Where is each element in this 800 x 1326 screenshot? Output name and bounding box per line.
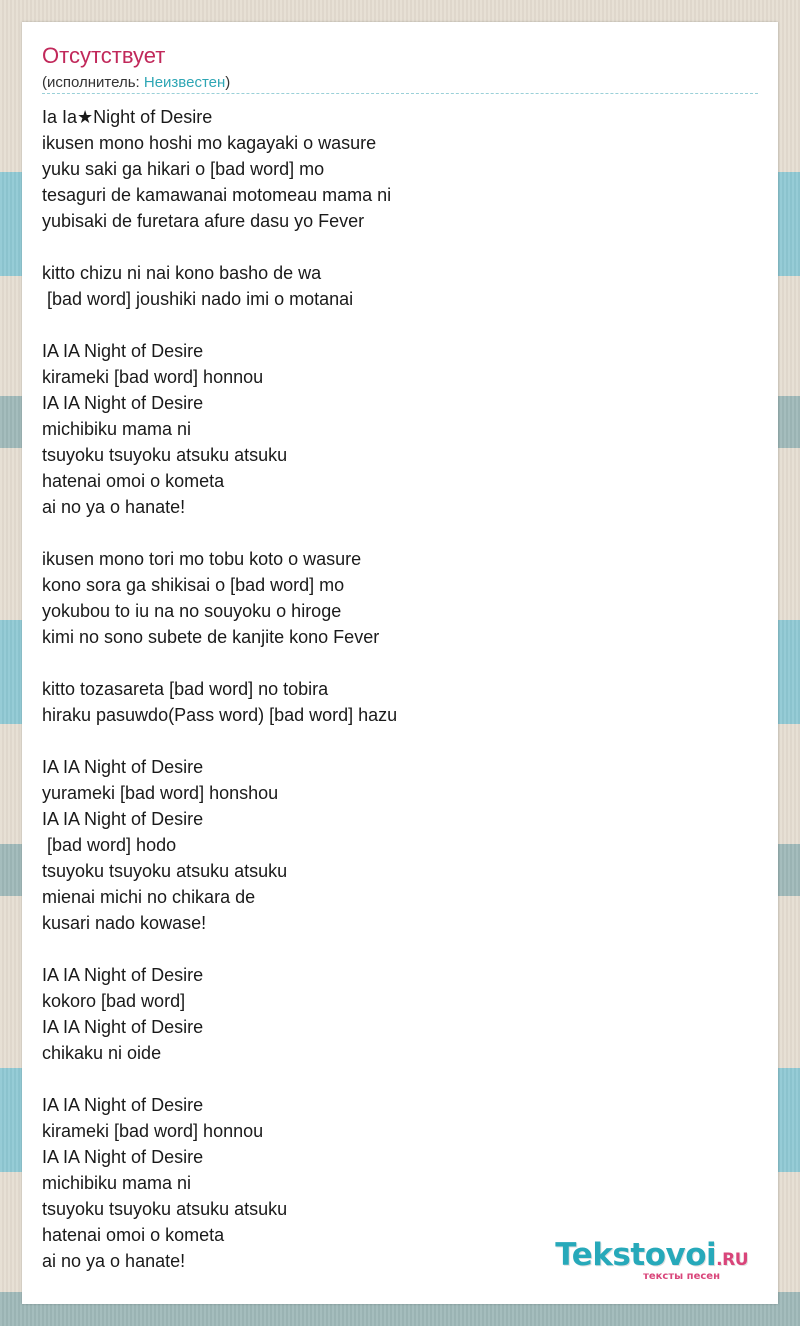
lyric-line: hiraku pasuwdo(Pass word) [bad word] hazu — [42, 705, 398, 725]
artist-prefix: (исполнитель: — [42, 74, 144, 91]
lyric-line: ai no ya o hanate! — [42, 1251, 186, 1271]
site-logo[interactable] — [555, 1238, 748, 1282]
lyric-blank-line — [42, 234, 397, 260]
lyric-line: [bad word] joushiki nado imi o motanai — [42, 289, 354, 309]
lyric-line: IA IA Night of Desire — [42, 1147, 204, 1167]
logo-main-text: Tekstovoi — [555, 1237, 717, 1273]
lyrics-card — [22, 22, 778, 1304]
lyric-line: yubisaki de furetara afure dasu yo Fever — [42, 211, 365, 231]
lyric-line: tsuyoku tsuyoku atsuku atsuku — [42, 445, 288, 465]
lyric-blank-line — [42, 1066, 397, 1092]
lyric-line: michibiku mama ni — [42, 419, 192, 439]
lyric-blank-line — [42, 312, 397, 338]
lyric-line: IA IA Night of Desire — [42, 341, 204, 361]
lyric-line: ikusen mono tori mo tobu koto o wasure — [42, 549, 362, 569]
song-title: Отсутствует — [42, 43, 166, 68]
lyric-line: kimi no sono subete de kanjite kono Fever — [42, 627, 380, 647]
lyric-line: [bad word] hodo — [42, 835, 177, 855]
lyric-line: IA IA Night of Desire — [42, 965, 204, 985]
logo-domain-suffix: .RU — [716, 1250, 748, 1270]
lyric-line: tsuyoku tsuyoku atsuku atsuku — [42, 1199, 288, 1219]
lyric-line: IA IA Night of Desire — [42, 757, 204, 777]
lyric-blank-line — [42, 728, 397, 754]
logo-tagline: тексты песен — [643, 1271, 720, 1282]
lyric-line: kirameki [bad word] honnou — [42, 367, 264, 387]
lyric-line: ikusen mono hoshi mo kagayaki o wasure — [42, 133, 377, 153]
lyric-line: kusari nado kowase! — [42, 913, 207, 933]
lyric-line: kirameki [bad word] honnou — [42, 1121, 264, 1141]
title-divider — [42, 93, 758, 94]
artist-suffix: ) — [225, 74, 231, 91]
lyric-line: IA IA Night of Desire — [42, 1095, 204, 1115]
lyric-line: yuku saki ga hikari o [bad word] mo — [42, 159, 325, 179]
lyric-line: ai no ya o hanate! — [42, 497, 186, 517]
lyric-line: hatenai omoi o kometa — [42, 1225, 225, 1245]
lyric-line: chikaku ni oide — [42, 1043, 162, 1063]
lyric-blank-line — [42, 936, 397, 962]
lyric-line: IA IA Night of Desire — [42, 393, 204, 413]
lyric-line: yokubou to iu na no souyoku o hiroge — [42, 601, 342, 621]
lyric-line: IA IA Night of Desire — [42, 1017, 204, 1037]
lyric-line: hatenai omoi o kometa — [42, 471, 225, 491]
lyric-blank-line — [42, 650, 397, 676]
artist-link[interactable]: Неизвестен — [143, 74, 226, 91]
lyric-line: mienai michi no chikara de — [42, 887, 256, 907]
lyrics-text — [42, 104, 397, 1274]
lyric-line: kitto tozasareta [bad word] no tobira — [42, 679, 329, 699]
lyric-line: tsuyoku tsuyoku atsuku atsuku — [42, 861, 288, 881]
lyric-line: IA IA Night of Desire — [42, 809, 204, 829]
lyric-line: kokoro [bad word] — [42, 991, 186, 1011]
artist-line — [42, 73, 230, 93]
lyric-line: kono sora ga shikisai o [bad word] mo — [42, 575, 345, 595]
lyric-line: tesaguri de kamawanai motomeau mama ni — [42, 185, 392, 205]
lyric-blank-line — [42, 520, 397, 546]
lyric-line: michibiku mama ni — [42, 1173, 192, 1193]
lyric-line: Ia Ia★Night of Desire — [42, 107, 213, 127]
lyric-line: kitto chizu ni nai kono basho de wa — [42, 263, 322, 283]
lyric-line: yurameki [bad word] honshou — [42, 783, 279, 803]
